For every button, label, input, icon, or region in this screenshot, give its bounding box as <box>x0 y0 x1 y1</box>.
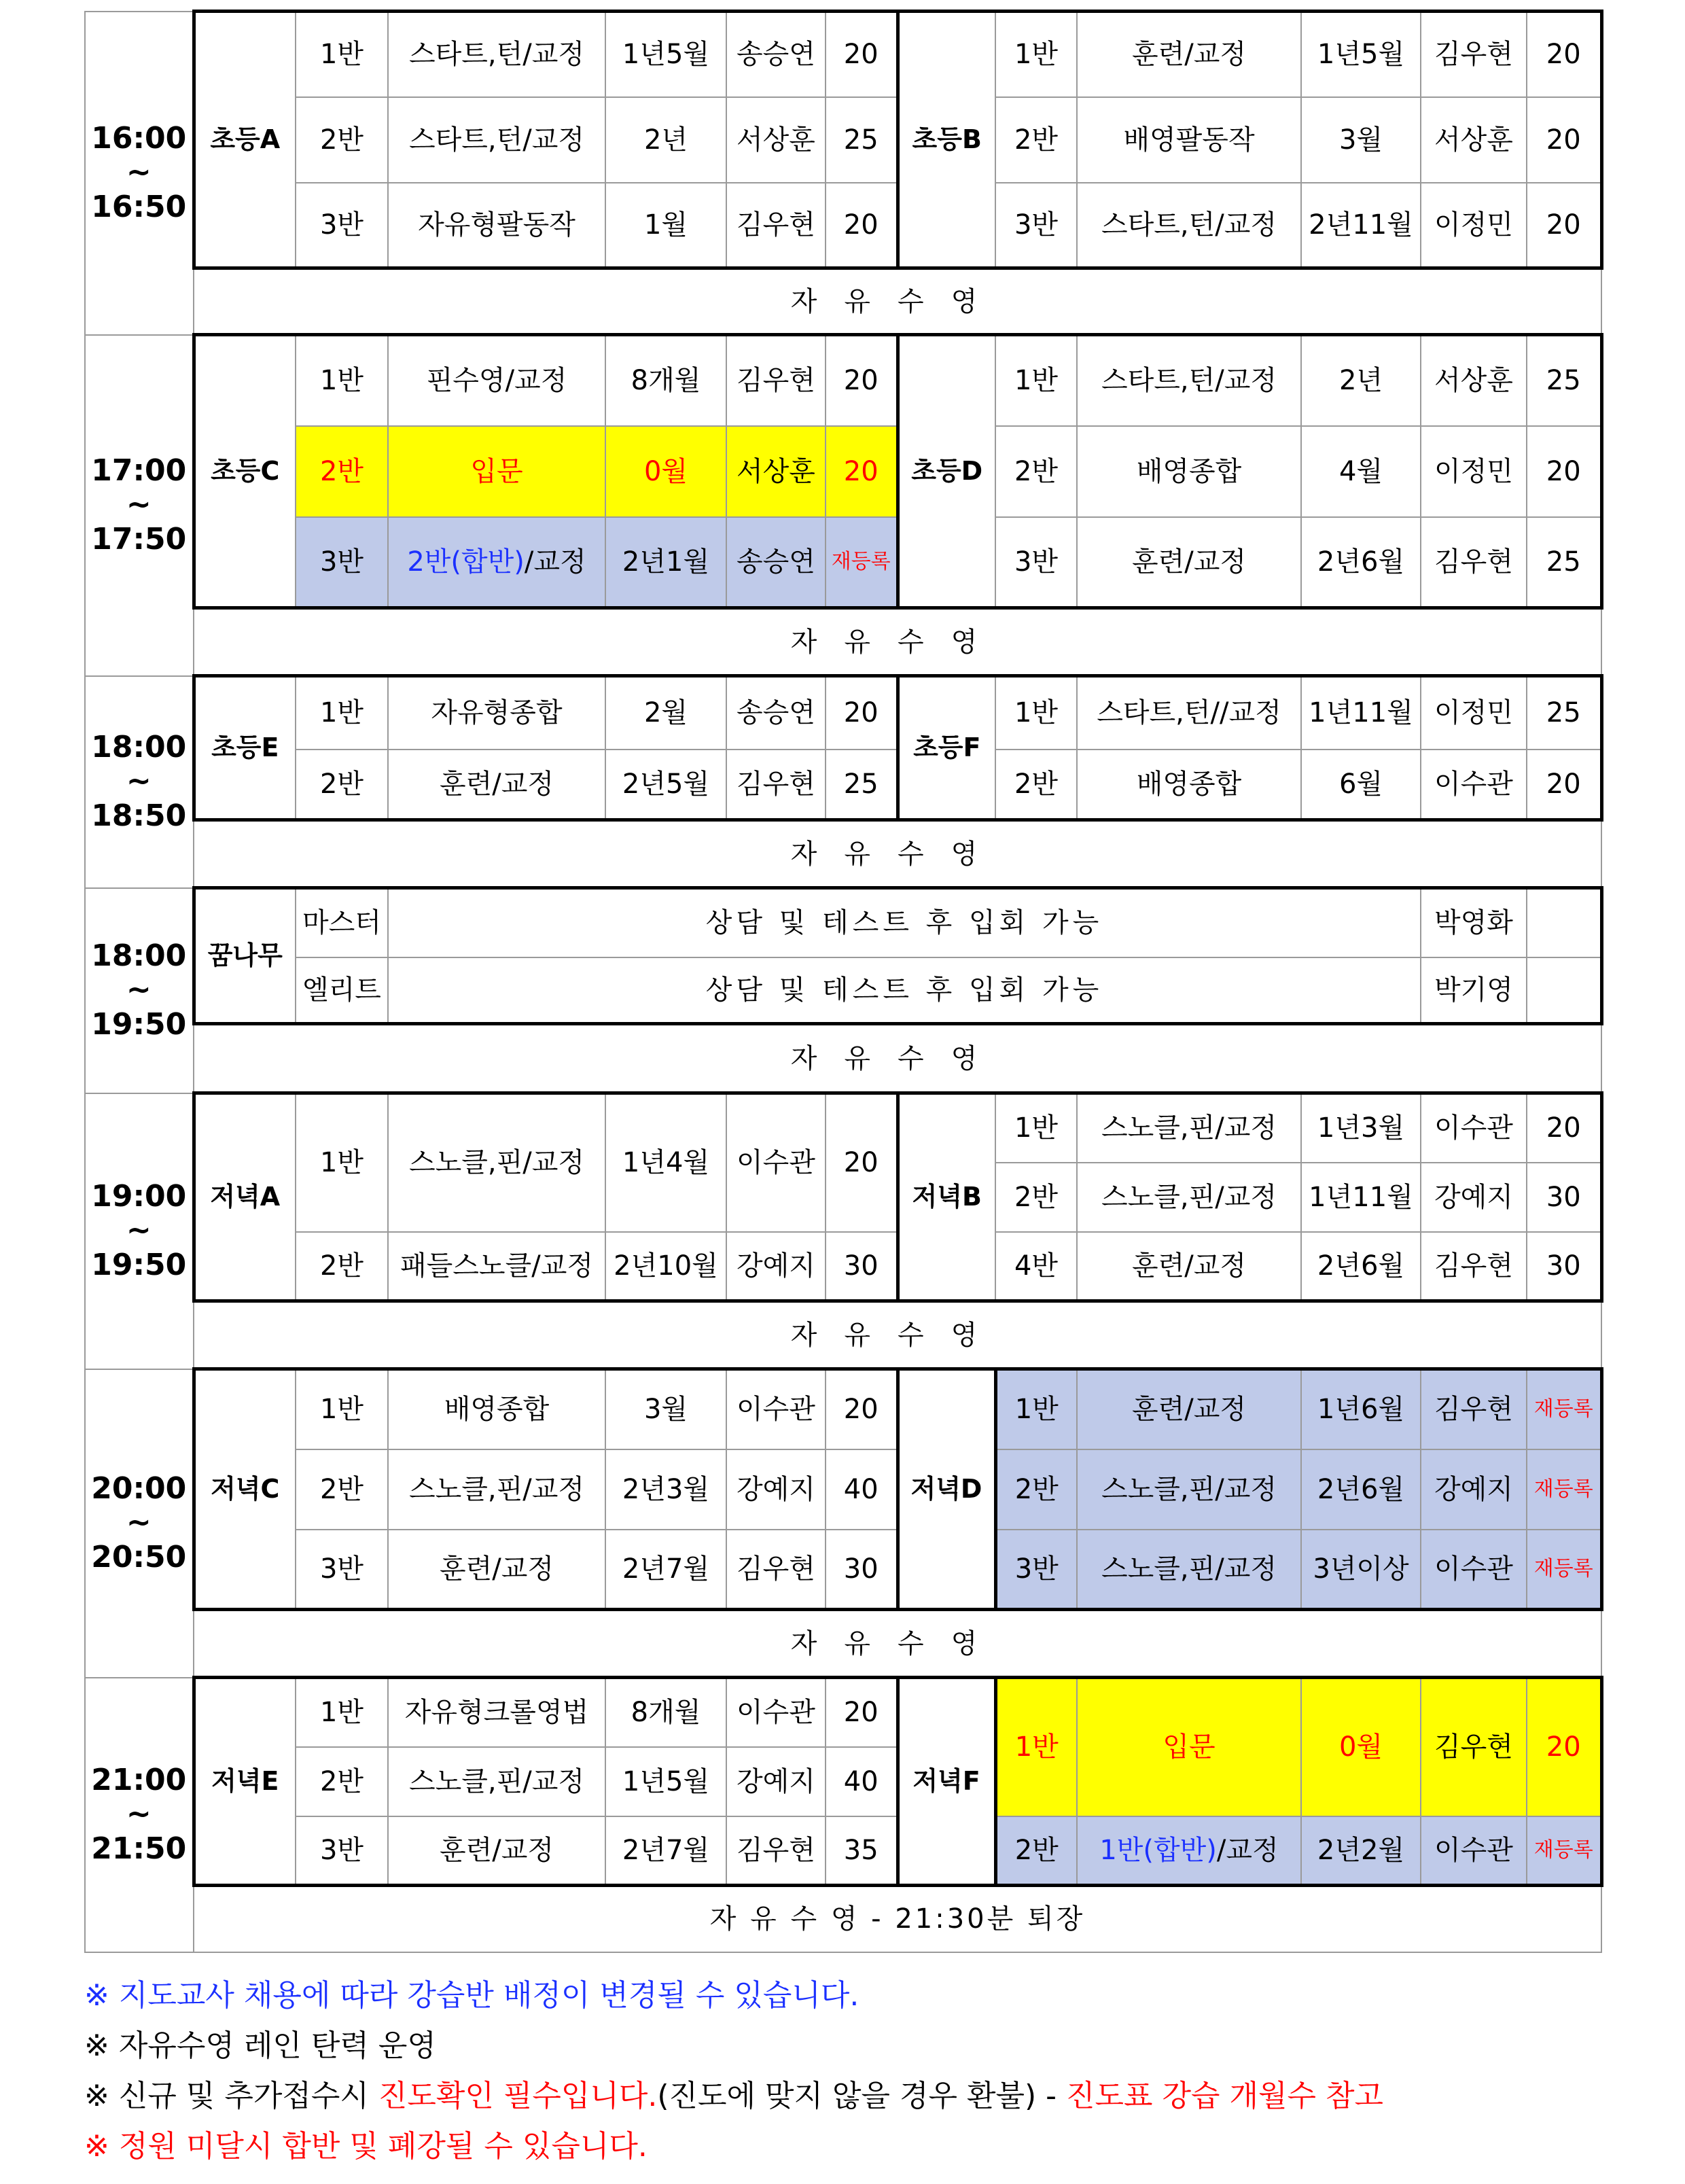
free-swim-row: 자유수영 <box>194 268 1601 335</box>
class-teacher: 강예지 <box>1421 1163 1527 1232</box>
class-teacher: 이수관 <box>1421 1093 1527 1163</box>
class-teacher: 서상훈 <box>726 97 826 183</box>
group-label: 저녁C <box>194 1369 296 1610</box>
class-number: 3반 <box>296 1530 388 1610</box>
class-content: 스노클,핀/교정 <box>388 1747 605 1816</box>
class-level: 2년 <box>605 97 726 183</box>
class-level: 2년7월 <box>605 1530 726 1610</box>
class-level: 1년5월 <box>605 12 726 97</box>
class-capacity: 20 <box>1527 97 1601 183</box>
group-label: 초등F <box>898 676 995 820</box>
class-teacher: 김우현 <box>726 750 826 820</box>
class-capacity: 25 <box>826 750 898 820</box>
class-capacity: 20 <box>1527 12 1601 97</box>
class-capacity: 20 <box>826 183 898 268</box>
class-level: 1년5월 <box>605 1747 726 1816</box>
class-teacher: 이수관 <box>1421 1816 1527 1886</box>
note-registration <box>84 2071 1601 2121</box>
class-number: 3반 <box>296 517 388 608</box>
class-content: 배영종합 <box>388 1369 605 1449</box>
class-teacher: 송승연 <box>726 676 826 750</box>
class-number: 2반 <box>296 426 388 517</box>
note-minimum-enrollment: ※ 정원 미달시 합반 및 폐강될 수 있습니다. <box>84 2129 648 2164</box>
class-teacher: 서상훈 <box>726 426 826 517</box>
class-number: 1반 <box>995 676 1077 750</box>
class-content: 스타트,턴/교정 <box>1077 183 1301 268</box>
class-level: 2년11월 <box>1301 183 1421 268</box>
class-teacher: 이정민 <box>1421 426 1527 517</box>
class-teacher: 서상훈 <box>1421 335 1527 426</box>
class-content: 자유형종합 <box>388 676 605 750</box>
class-level: 2년5월 <box>605 750 726 820</box>
class-teacher: 강예지 <box>726 1449 826 1530</box>
class-level: 0월 <box>1301 1678 1421 1816</box>
note-text: (진도에 맞지 않을 경우 환불) - <box>657 2079 1067 2113</box>
re-register-badge: 재등록 <box>1527 1449 1601 1530</box>
class-content: 훈련/교정 <box>1077 517 1301 608</box>
class-teacher: 이수관 <box>1421 750 1527 820</box>
class-level: 3월 <box>605 1369 726 1449</box>
class-teacher: 서상훈 <box>1421 97 1527 183</box>
class-teacher: 김우현 <box>1421 517 1527 608</box>
group-label: 초등E <box>194 676 296 820</box>
class-level: 1년5월 <box>1301 12 1421 97</box>
class-capacity: 20 <box>1527 426 1601 517</box>
free-swim-row: 자유수영 <box>194 820 1601 888</box>
class-number: 2반 <box>995 1816 1077 1886</box>
class-teacher: 김우현 <box>1421 12 1527 97</box>
class-capacity: 30 <box>826 1232 898 1301</box>
class-number: 3반 <box>995 183 1077 268</box>
time-cell: 18:00 ~ 18:50 <box>85 676 194 888</box>
class-content: 훈련/교정 <box>1077 1232 1301 1301</box>
class-content: 훈련/교정 <box>388 1530 605 1610</box>
class-content: 스타트,턴//교정 <box>1077 676 1301 750</box>
class-capacity: 25 <box>1527 335 1601 426</box>
class-content: 배영종합 <box>1077 750 1301 820</box>
class-level: 2년10월 <box>605 1232 726 1301</box>
time-cell: 21:00 ~ 21:50 <box>85 1678 194 1952</box>
class-level: 1년3월 <box>1301 1093 1421 1163</box>
class-level: 2년3월 <box>605 1449 726 1530</box>
class-content: 스노클,핀/교정 <box>388 1449 605 1530</box>
merged-class-note: 1반(합반) <box>1099 1834 1217 1866</box>
class-level: 1년11월 <box>1301 1163 1421 1232</box>
class-capacity: 25 <box>1527 676 1601 750</box>
class-level: 3월 <box>1301 97 1421 183</box>
re-register-badge: 재등록 <box>1527 1816 1601 1886</box>
class-content: 스노클,핀/교정 <box>1077 1093 1301 1163</box>
class-content: 훈련/교정 <box>1077 12 1301 97</box>
class-teacher: 김우현 <box>726 1816 826 1886</box>
class-number: 4반 <box>995 1232 1077 1301</box>
team-name: 마스터 <box>296 888 388 957</box>
class-content: 스노클,핀/교정 <box>1077 1163 1301 1232</box>
class-teacher: 이수관 <box>726 1678 826 1747</box>
class-teacher: 이수관 <box>1421 1530 1527 1610</box>
class-number: 3반 <box>995 1530 1077 1610</box>
class-level: 2년2월 <box>1301 1816 1421 1886</box>
class-number: 1반 <box>296 335 388 426</box>
class-level: 2년6월 <box>1301 1449 1421 1530</box>
team-capacity <box>1527 888 1601 957</box>
class-content: 훈련/교정 <box>388 1816 605 1886</box>
team-info: 상담 및 테스트 후 입회 가능 <box>388 888 1421 957</box>
class-teacher: 이정민 <box>1421 676 1527 750</box>
class-number: 1반 <box>296 1093 388 1232</box>
class-number: 1반 <box>995 1678 1077 1816</box>
group-label: 꿈나무 <box>194 888 296 1024</box>
class-number: 2반 <box>995 426 1077 517</box>
class-content: 스타트,턴/교정 <box>1077 335 1301 426</box>
class-teacher: 김우현 <box>1421 1369 1527 1449</box>
class-teacher: 송승연 <box>726 517 826 608</box>
class-number: 3반 <box>296 1816 388 1886</box>
class-level: 3년이상 <box>1301 1530 1421 1610</box>
class-teacher: 이수관 <box>726 1093 826 1232</box>
team-coach: 박기영 <box>1421 957 1527 1024</box>
class-content: 스타트,턴/교정 <box>388 12 605 97</box>
free-swim-row: 자유수영 <box>194 608 1601 676</box>
class-level: 1년6월 <box>1301 1369 1421 1449</box>
class-number: 1반 <box>995 1093 1077 1163</box>
group-label: 초등A <box>194 12 296 268</box>
class-teacher: 강예지 <box>1421 1449 1527 1530</box>
class-level: 2년7월 <box>605 1816 726 1886</box>
class-level: 0월 <box>605 426 726 517</box>
class-teacher: 송승연 <box>726 12 826 97</box>
re-register-badge: 재등록 <box>1527 1530 1601 1610</box>
class-content: 스노클,핀/교정 <box>1077 1449 1301 1530</box>
group-label: 저녁D <box>898 1369 995 1610</box>
free-swim-row: 자유수영 <box>194 1301 1601 1369</box>
class-number: 1반 <box>296 1369 388 1449</box>
group-label: 초등D <box>898 335 995 608</box>
group-label: 초등B <box>898 12 995 268</box>
class-number: 2반 <box>296 97 388 183</box>
class-number: 1반 <box>995 12 1077 97</box>
time-cell: 18:00 ~ 19:50 <box>85 888 194 1093</box>
group-label: 저녁A <box>194 1093 296 1301</box>
class-content: 핀수영/교정 <box>388 335 605 426</box>
free-swim-row: 자유수영 <box>194 1610 1601 1678</box>
class-level: 4월 <box>1301 426 1421 517</box>
class-content: 1반(합반)/교정 <box>1077 1816 1301 1886</box>
class-capacity: 40 <box>826 1747 898 1816</box>
class-content: 자유형팔동작 <box>388 183 605 268</box>
class-number: 3반 <box>296 183 388 268</box>
group-label: 저녁B <box>898 1093 995 1301</box>
class-content: 입문 <box>388 426 605 517</box>
class-level: 1년11월 <box>1301 676 1421 750</box>
time-cell: 17:00 ~ 17:50 <box>85 335 194 676</box>
note-highlight: 진도표 강습 개월수 참고 <box>1066 2079 1384 2113</box>
team-name: 엘리트 <box>296 957 388 1024</box>
class-capacity: 20 <box>826 1369 898 1449</box>
class-content: 자유형크롤영법 <box>388 1678 605 1747</box>
class-capacity: 30 <box>1527 1163 1601 1232</box>
class-capacity: 20 <box>826 676 898 750</box>
class-number: 1반 <box>995 335 1077 426</box>
free-swim-row: 자유수영 <box>194 1024 1601 1093</box>
class-level: 1월 <box>605 183 726 268</box>
class-content: 배영팔동작 <box>1077 97 1301 183</box>
class-level: 2월 <box>605 676 726 750</box>
team-info: 상담 및 테스트 후 입회 가능 <box>388 957 1421 1024</box>
class-schedule-table <box>84 10 1603 1953</box>
class-number: 2반 <box>995 1449 1077 1530</box>
class-content: 배영종합 <box>1077 426 1301 517</box>
class-teacher: 김우현 <box>1421 1678 1527 1816</box>
class-number: 3반 <box>995 517 1077 608</box>
class-level: 2년 <box>1301 335 1421 426</box>
notes-section <box>84 1971 1601 2172</box>
group-label: 저녁F <box>898 1678 995 1886</box>
class-content: 패들스노클/교정 <box>388 1232 605 1301</box>
class-level: 2년6월 <box>1301 1232 1421 1301</box>
class-teacher: 이수관 <box>726 1369 826 1449</box>
class-capacity: 20 <box>1527 750 1601 820</box>
class-teacher: 김우현 <box>1421 1232 1527 1301</box>
note-text: ※ 신규 및 추가접수시 <box>84 2079 378 2113</box>
class-number: 2반 <box>995 97 1077 183</box>
class-content: 스노클,핀/교정 <box>1077 1530 1301 1610</box>
class-capacity: 30 <box>826 1530 898 1610</box>
class-level: 1년4월 <box>605 1093 726 1232</box>
re-register-badge: 재등록 <box>826 517 898 608</box>
free-swim-row: 자 유 수 영 - 21:30분 퇴장 <box>194 1886 1601 1952</box>
class-number: 2반 <box>995 750 1077 820</box>
class-capacity: 25 <box>826 97 898 183</box>
group-label: 초등C <box>194 335 296 608</box>
class-number: 1반 <box>296 1678 388 1747</box>
class-number: 2반 <box>995 1163 1077 1232</box>
time-cell: 16:00 ~ 16:50 <box>85 12 194 335</box>
class-number: 2반 <box>296 1449 388 1530</box>
class-level: 2년1월 <box>605 517 726 608</box>
class-capacity: 20 <box>826 335 898 426</box>
class-capacity: 20 <box>1527 183 1601 268</box>
team-capacity <box>1527 957 1601 1024</box>
note-highlight: 진도확인 필수입니다. <box>378 2079 658 2113</box>
merged-class-note: 2반(합반) <box>407 546 525 578</box>
class-teacher: 강예지 <box>726 1232 826 1301</box>
class-capacity: 20 <box>1527 1678 1601 1816</box>
class-teacher: 김우현 <box>726 183 826 268</box>
class-capacity: 25 <box>1527 517 1601 608</box>
class-number: 1반 <box>995 1369 1077 1449</box>
class-teacher: 강예지 <box>726 1747 826 1816</box>
class-number: 2반 <box>296 1747 388 1816</box>
note-teacher-assignment: ※ 지도교사 채용에 따라 강습반 배정이 변경될 수 있습니다. <box>84 1978 859 2013</box>
class-teacher: 김우현 <box>726 335 826 426</box>
team-coach: 박영화 <box>1421 888 1527 957</box>
class-level: 8개월 <box>605 1678 726 1747</box>
class-content: 2반(합반)/교정 <box>388 517 605 608</box>
class-capacity: 20 <box>826 1093 898 1232</box>
class-capacity: 20 <box>1527 1093 1601 1163</box>
class-number: 1반 <box>296 12 388 97</box>
class-level: 8개월 <box>605 335 726 426</box>
class-content: 스노클,핀/교정 <box>388 1093 605 1232</box>
class-level: 2년6월 <box>1301 517 1421 608</box>
class-content: 훈련/교정 <box>1077 1369 1301 1449</box>
class-capacity: 40 <box>826 1449 898 1530</box>
time-cell: 19:00 ~ 19:50 <box>85 1093 194 1369</box>
class-capacity: 30 <box>1527 1232 1601 1301</box>
class-number: 2반 <box>296 750 388 820</box>
class-teacher: 이정민 <box>1421 183 1527 268</box>
class-number: 2반 <box>296 1232 388 1301</box>
class-number: 1반 <box>296 676 388 750</box>
group-label: 저녁E <box>194 1678 296 1886</box>
class-content: 입문 <box>1077 1678 1301 1816</box>
note-lane-operation: ※ 자유수영 레인 탄력 운영 <box>84 2028 436 2063</box>
class-level: 6월 <box>1301 750 1421 820</box>
class-teacher: 김우현 <box>726 1530 826 1610</box>
re-register-badge: 재등록 <box>1527 1369 1601 1449</box>
class-content: 훈련/교정 <box>388 750 605 820</box>
time-cell: 20:00 ~ 20:50 <box>85 1369 194 1678</box>
class-capacity: 20 <box>826 12 898 97</box>
class-capacity: 20 <box>826 426 898 517</box>
class-capacity: 20 <box>826 1678 898 1747</box>
class-capacity: 35 <box>826 1816 898 1886</box>
class-content: 스타트,턴/교정 <box>388 97 605 183</box>
